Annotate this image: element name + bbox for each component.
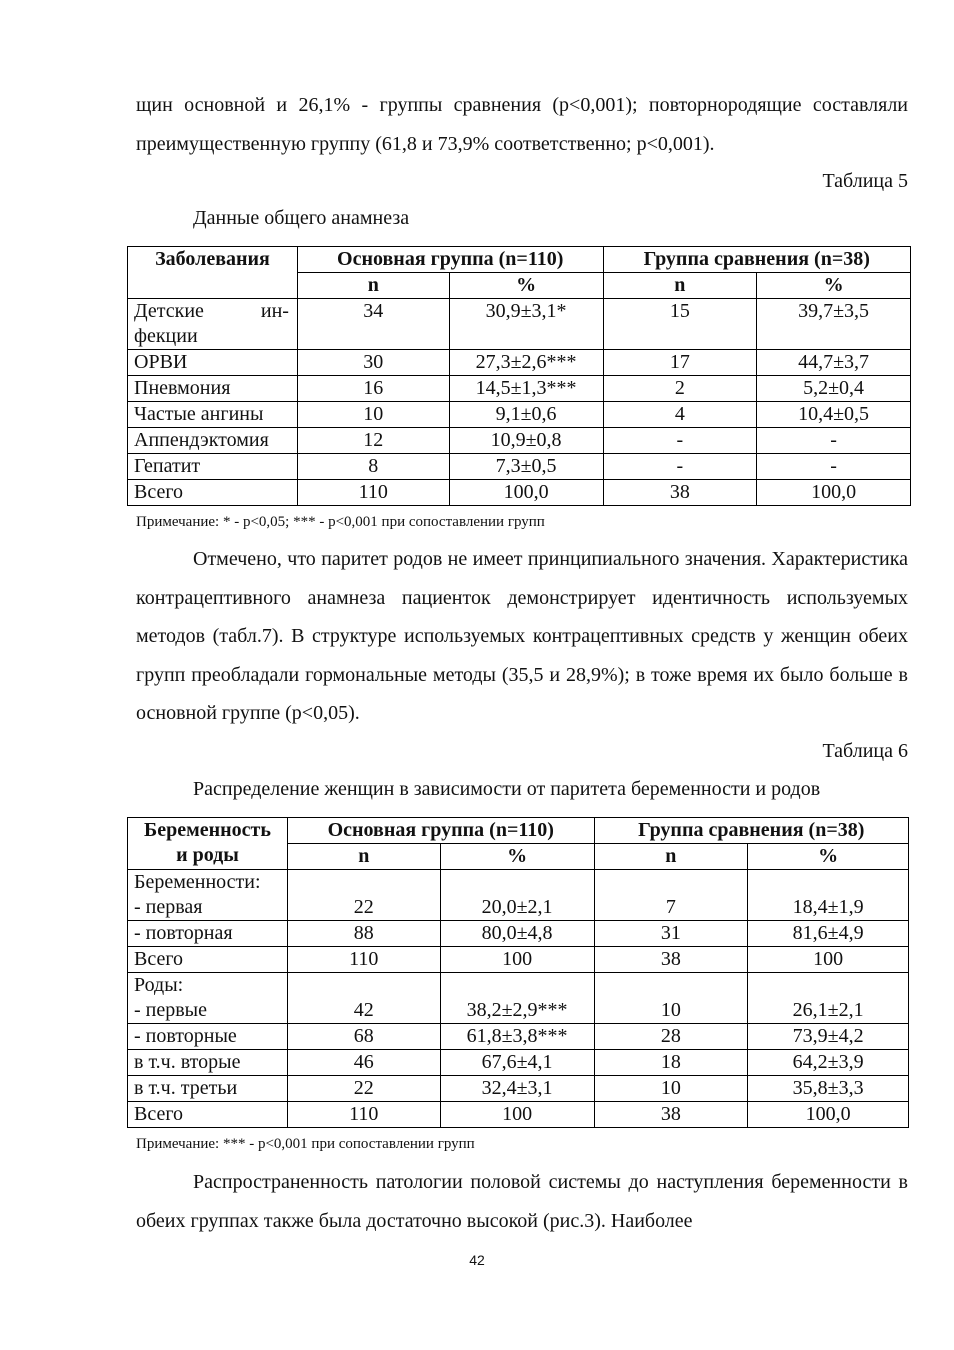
table5-cell-p1: 30,9±3,1* [449,299,603,350]
table-row [128,1076,909,1102]
table6-header-row [128,818,909,844]
table6-cell-name: в т.ч. вторые [128,1050,288,1076]
table6-cell-p2: 64,2±3,9 [748,1050,909,1076]
table6-cell-n2: 18 [594,1050,748,1076]
table6-col-p1: % [440,844,594,870]
table5-cell-p2: 44,7±3,7 [757,350,911,376]
table5-cell-name: Аппендэктомия [128,428,298,454]
table6-cell-n2: 31 [594,921,748,947]
table5-cell-n1: 12 [297,428,449,454]
table5-col-n2: n [603,273,757,299]
table-row [128,480,911,506]
table5-header-row [128,247,911,273]
table5-cell-name: Частые ангины [128,402,298,428]
table5-cell-n2: - [603,428,757,454]
table5-cell-p2: 100,0 [757,480,911,506]
table5-cell-name: Всего [128,480,298,506]
table5-cell-name: Гепатит [128,454,298,480]
table6-cell-p1: 100 [440,947,594,973]
table6-col-group1: Основная группа (n=110) [287,818,594,844]
table5-cell-n2: 17 [603,350,757,376]
table6-cell-n2: 38 [594,1102,748,1128]
table6-cell-n1: 42 [287,973,440,1024]
table5-cell-n2: 2 [603,376,757,402]
table5-cell-p1: 100,0 [449,480,603,506]
table-row [128,947,909,973]
table6-col-n1: n [287,844,440,870]
table5-col-p2: % [757,273,911,299]
table6-col-n2: n [594,844,748,870]
table6-cell-n2: 38 [594,947,748,973]
table6-cell-p1: 67,6±4,1 [440,1050,594,1076]
table6-cell-n1: 22 [287,870,440,921]
table6-cell-n1: 22 [287,1076,440,1102]
table6-cell-p1: 32,4±3,1 [440,1076,594,1102]
table6-cell-n1: 46 [287,1050,440,1076]
table5-cell-n2: 15 [603,299,757,350]
table6-cell-n2: 10 [594,973,748,1024]
table6-cell-n1: 110 [287,947,440,973]
table5-cell-p2: 39,7±3,5 [757,299,911,350]
table6-cell-n1: 68 [287,1024,440,1050]
table5-cell-p1: 14,5±1,3*** [449,376,603,402]
table-row [128,1050,909,1076]
table5-col-group2: Группа сравнения (n=38) [603,247,911,273]
table6-cell-n1: 110 [287,1102,440,1128]
table6-cell-p1: 61,8±3,8*** [440,1024,594,1050]
table5-cell-n1: 10 [297,402,449,428]
table5-col-group1: Основная группа (n=110) [297,247,603,273]
table5-cell-n2: 38 [603,480,757,506]
table5-cell-name: Детские ин- фекции [128,299,298,350]
table-row [128,376,911,402]
table6-cell-n1: 88 [287,921,440,947]
table6-cell-name: - повторные [128,1024,288,1050]
table5-col-n1: n [297,273,449,299]
table5-cell-p2: 5,2±0,4 [757,376,911,402]
table6-title: Распределение женщин в зависимости от паритета беременности и родов [193,778,821,800]
table-row [128,973,909,1024]
table6-cell-n2: 28 [594,1024,748,1050]
table5 [127,246,911,506]
table6-col-pregnancy: Беременность и роды [128,818,288,870]
table6-cell-p2: 26,1±2,1 [748,973,909,1024]
table5-label: Таблица 5 [822,170,908,192]
table6-cell-name: Всего [128,947,288,973]
table5-cell-p1: 9,1±0,6 [449,402,603,428]
table6-note: Примечание: *** - р<0,001 при сопоставлении групп [136,1136,475,1152]
top-paragraph: щин основной и 26,1% - группы сравнения (р<0,001); повторнородящие составляли преимущественную группу (61,8 и 73,9% соответственно; р<0,001). [136,94,908,155]
table6 [127,817,909,1128]
table6-cell-p2: 81,6±4,9 [748,921,909,947]
table5-col-p1: % [449,273,603,299]
table6-cell-name: Беременности: - первая [128,870,288,921]
table5-cell-p2: - [757,454,911,480]
table5-cell-p2: 10,4±0,5 [757,402,911,428]
table6-cell-n2: 10 [594,1076,748,1102]
table6-cell-p2: 100 [748,947,909,973]
table6-cell-p2: 100,0 [748,1102,909,1128]
table5-cell-n1: 16 [297,376,449,402]
table5-cell-p1: 27,3±2,6*** [449,350,603,376]
table5-title: Данные общего анамнеза [193,207,410,229]
table5-cell-n1: 30 [297,350,449,376]
table6-cell-p1: 80,0±4,8 [440,921,594,947]
table5-cell-name: ОРВИ [128,350,298,376]
table6-label: Таблица 6 [822,740,908,762]
table5-cell-p2: - [757,428,911,454]
table5-cell-n2: 4 [603,402,757,428]
table5-cell-name: Пневмония [128,376,298,402]
table-row [128,428,911,454]
table6-cell-p1: 20,0±2,1 [440,870,594,921]
middle-paragraph: Отмечено, что паритет родов не имеет принципиального значения. Характеристика контрацептивного анамнеза пациенток демонстрирует идентичность используемых методов (табл.7). В структуре используемых контрацептивных средств у женщин обеих групп преобладали гормональные методы (35,5 и 28,9%); в тоже время их было больше в основной группе (р<0,05). [136,548,908,724]
table6-cell-p2: 73,9±4,2 [748,1024,909,1050]
table6-cell-n2: 7 [594,870,748,921]
table5-col-disease: Заболевания [128,247,298,299]
table5-cell-p1: 10,9±0,8 [449,428,603,454]
table6-cell-name: - повторная [128,921,288,947]
table-row [128,299,911,350]
table6-col-group2: Группа сравнения (n=38) [594,818,908,844]
table-row [128,1102,909,1128]
table6-cell-name: в т.ч. третьи [128,1076,288,1102]
table5-note: Примечание: * - р<0,05; *** - р<0,001 при сопоставлении групп [136,514,545,530]
table-row [128,870,909,921]
table6-cell-name: Роды: - первые [128,973,288,1024]
table5-cell-n2: - [603,454,757,480]
table-row [128,402,911,428]
table6-cell-p2: 35,8±3,3 [748,1076,909,1102]
table-row [128,350,911,376]
table5-cell-n1: 110 [297,480,449,506]
table6-cell-p1: 100 [440,1102,594,1128]
table-row [128,454,911,480]
table6-cell-p1: 38,2±2,9*** [440,973,594,1024]
page-number: 42 [469,1252,485,1268]
table6-col-p2: % [748,844,909,870]
table5-cell-n1: 8 [297,454,449,480]
table5-cell-p1: 7,3±0,5 [449,454,603,480]
table6-cell-p2: 18,4±1,9 [748,870,909,921]
bottom-paragraph: Распространенность патологии половой системы до наступления беременности в обеих группах также была достаточно высокой (рис.3). Наиболее [136,1171,908,1232]
table-row [128,1024,909,1050]
table5-cell-n1: 34 [297,299,449,350]
table6-cell-name: Всего [128,1102,288,1128]
table-row [128,921,909,947]
